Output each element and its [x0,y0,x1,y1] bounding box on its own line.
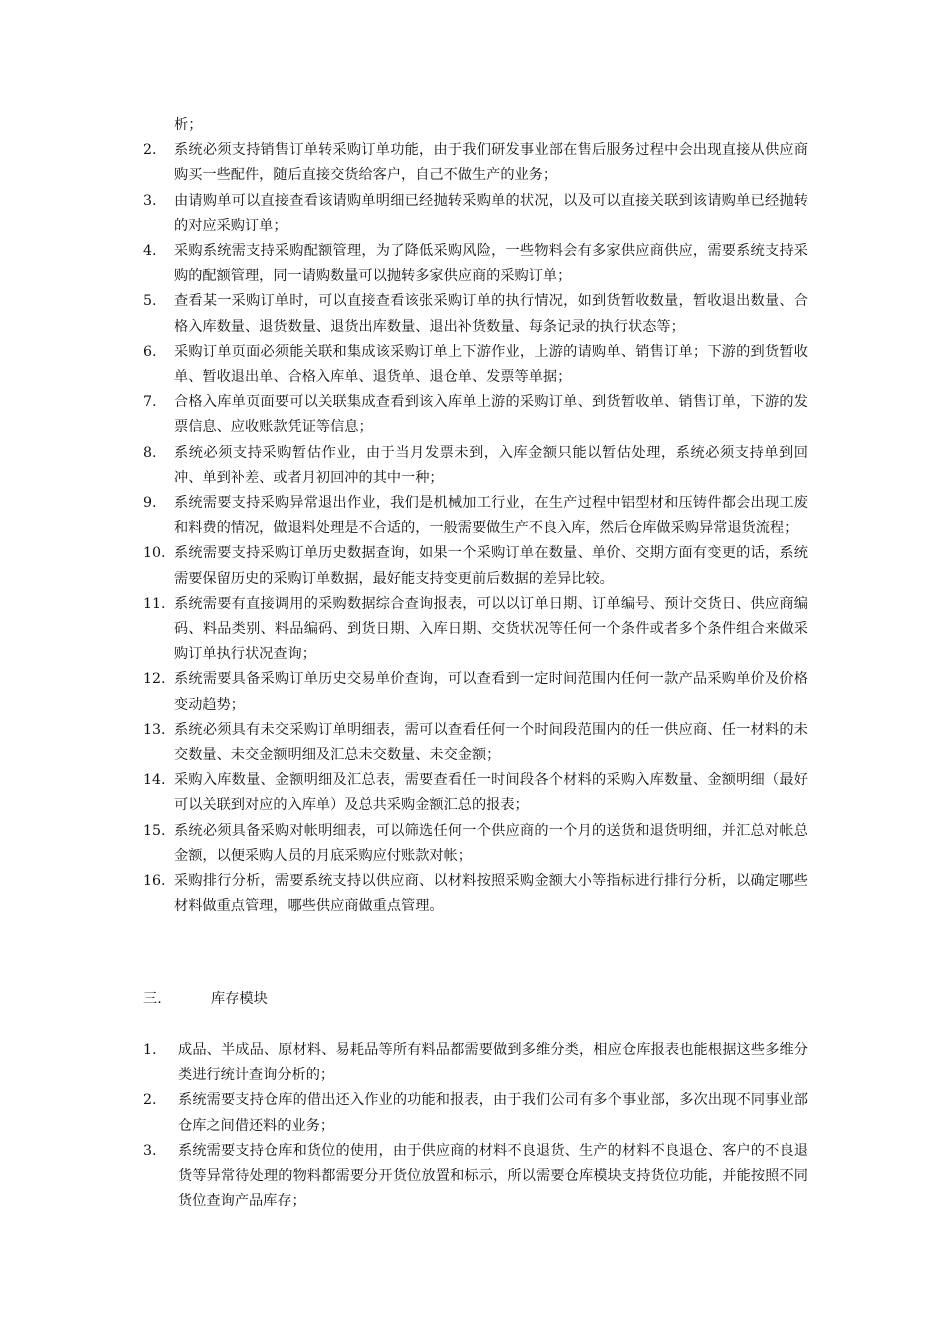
item-text: 采购系统需支持采购配额管理，为了降低采购风险，一些物料会有多家供应商供应，需要系统支持采购的配额管理，同一请购数量可以抛转多家供应商的采购订单； [174,243,808,285]
item-text: 系统必须具有未交采购订单明细表，需可以查看任何一个时间段范围内的任一供应商、任一材料的未交数量、未交金额明细及汇总未交数量、未交金额； [174,721,808,764]
item-text: 系统必须支持销售订单转采购订单功能，由于我们研发事业部在售后服务过程中会出现直接从供应商购买一些配件，随后直接交货给客户，自己不做生产的业务； [174,142,808,184]
list-item [143,768,808,818]
list-item [143,1038,808,1088]
item-text: 系统需要具备采购订单历史交易单价查询，可以查看到一定时间范围内任何一款产品采购单价及价格变动趋势； [174,671,808,713]
section-heading [143,987,268,1012]
item-number: 2. [143,1092,157,1109]
item-text: 系统需要支持采购异常退出作业，我们是机械加工行业，在生产过程中铝型材和压铸件都会出现工废和料费的情况，做退料处理是不合适的，一般需要做生产不良入库，然后仓库做采购异常退货流程； [174,495,808,537]
list-item [143,289,808,339]
list-item [143,869,808,919]
item-number: 15. [143,822,166,839]
item-number: 6. [143,343,157,360]
list-item [143,592,808,668]
list-item [143,189,808,239]
item-number: 9. [143,495,157,512]
item-text: 由请购单可以直接查看该请购单明细已经抛转采购单的状况，以及可以直接关联到该请购单已经抛转的对应采购订单； [174,192,808,234]
item-text: 系统需要支持仓库的借出还入作业的功能和报表，由于我们公司有多个事业部，多次出现不同事业部仓库之间借还料的业务； [178,1092,808,1134]
item-text: 系统需要有直接调用的采购数据综合查询报表，可以以订单日期、订单编号、预计交货日、供应商编码、料品类别、料品编码、到货日期、入库日期、交货状况等任何一个条件或者多个条件组合来做采购订单执行状况查询； [174,595,808,663]
item-text: 查看某一采购订单时，可以直接查看该张采购订单的执行情况，如到货暂收数量，暂收退出数量、合格入库数量、退货数量、退货出库数量、退出补货数量、每条记录的执行状态等； [174,293,808,335]
item-text: 采购入库数量、金额明细及汇总表，需要查看任一时间段各个材料的采购入库数量、金额明细（最好可以关联到对应的入库单）及总共采购金额汇总的报表； [174,772,808,814]
item-number: 16. [143,873,166,890]
item-number: 12. [143,671,166,688]
list-item [143,819,808,869]
item-text: 系统需要支持采购订单历史数据查询，如果一个采购订单在数量、单价、交期方面有变更的话，系统需要保留历史的采购订单数据，最好能支持变更前后数据的差异比较。 [174,545,808,587]
item-text: 采购订单页面必须能关联和集成该采购订单上下游作业，上游的请购单、销售订单；下游的到货暂收单、暂收退出单、合格入库单、退货单、退仓单、发票等单据； [174,343,808,386]
section-number: 三. [143,991,162,1007]
item-number: 10. [143,545,166,562]
item-text: 系统必须支持采购暂估作业，由于当月发票未到，入库金额只能以暂估处理，系统必须支持单到回冲、单到补差、或者月初回冲的其中一种； [174,444,808,486]
list-item [143,1139,808,1215]
inventory-requirements-list [143,1038,808,1214]
item-text: 成品、半成品、原材料、易耗品等所有料品都需要做到多维分类，相应仓库报表也能根据这些多维分类进行统计查询分析的； [178,1042,808,1084]
item-number: 2. [143,142,157,159]
item-number: 13. [143,721,166,738]
item-number: 14. [143,772,166,789]
item-text: 系统需要支持仓库和货位的使用，由于供应商的材料不良退货、生产的材料不良退仓、客户的不良退货等异常待处理的物料都需要分开货位放置和标示，所以需要仓库模块支持货位功能，并能按照不同货位查询产品库存； [178,1142,808,1210]
list-item [143,541,808,591]
list-item [143,239,808,289]
item-number: 4. [143,243,157,260]
item-text: 合格入库单页面要可以关联集成查看到该入库单上游的采购订单、到货暂收单、销售订单，下游的发票信息、应收账款凭证等信息； [174,394,808,436]
item-number: 3. [143,192,157,209]
list-item [143,441,808,491]
list-item [143,1088,808,1138]
list-item [143,667,808,717]
list-item [143,138,808,188]
item-number: 5. [143,293,157,310]
item-number: 8. [143,444,157,461]
item-number: 3. [143,1142,157,1159]
list-item [143,718,808,768]
list-item [143,390,808,440]
item-text: 采购排行分析，需要系统支持以供应商、以材料按照采购金额大小等指标进行排行分析，以确定哪些材料做重点管理，哪些供应商做重点管理。 [174,873,808,915]
list-item [143,491,808,541]
item-number: 7. [143,394,157,411]
purchase-requirements-list [143,113,808,920]
section-title: 库存模块 [211,991,268,1007]
item-text: 系统必须具备采购对帐明细表，可以筛选任何一个供应商的一个月的送货和退货明细，并汇总对帐总金额，以便采购人员的月底采购应付账款对帐； [174,822,808,864]
list-item [143,340,808,390]
item-number: 11. [143,595,166,612]
item-number: 1. [143,1042,157,1058]
continuation-text: 析； [174,117,203,133]
